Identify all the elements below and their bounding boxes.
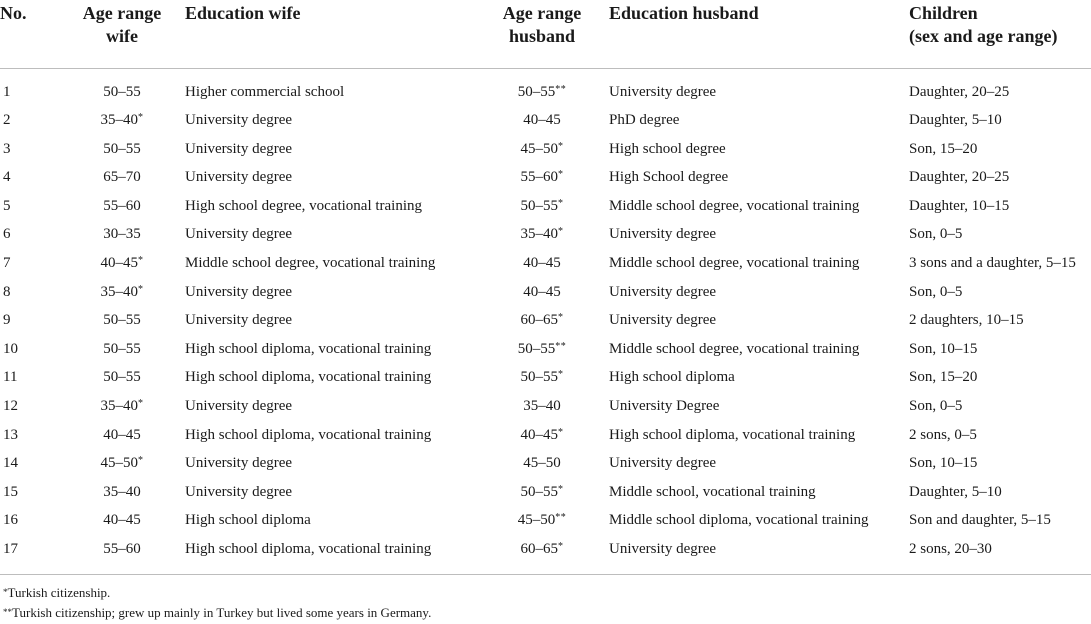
cell-education-wife: [184, 444, 475, 473]
cell-age-husband-text: 40–45: [520, 426, 558, 443]
cell-age-husband: [475, 158, 609, 187]
header-age-husband-line2: husband: [508, 26, 576, 46]
citizenship-mark: *: [138, 283, 144, 295]
cell-children: [909, 358, 1091, 387]
cell-age-wife: [60, 358, 184, 387]
cell-education-wife-text: University degree: [185, 169, 293, 186]
table-row: [0, 444, 1091, 473]
cell-age-wife: [60, 301, 184, 330]
cell-age-wife: [60, 101, 184, 130]
cell-education-husband-text: University degree: [609, 455, 717, 472]
cell-children-text: 2 sons, 0–5: [909, 426, 977, 443]
table-row: [0, 329, 1091, 358]
cell-education-husband-text: Middle school degree, vocational training: [609, 255, 860, 272]
cell-no: [0, 472, 60, 501]
cell-education-wife-text: University degree: [185, 483, 293, 500]
cell-age-wife-text: 40–45: [103, 512, 141, 529]
citizenship-mark: *: [558, 541, 564, 552]
cell-age-husband-text: 50–55: [520, 483, 558, 500]
cell-no: [0, 158, 60, 187]
cell-children: [909, 529, 1091, 558]
cell-education-wife-text: High school diploma, vocational training: [185, 541, 432, 557]
cell-age-wife: [60, 386, 184, 415]
table-row: [0, 101, 1091, 130]
cell-education-wife: [184, 358, 475, 387]
table-row: [0, 501, 1091, 530]
cell-no-text: 12: [3, 398, 18, 415]
cell-education-wife: [184, 215, 475, 244]
citizenship-mark: **: [555, 340, 567, 352]
cell-education-wife-text: University degree: [185, 112, 293, 129]
cell-children-text: Son, 15–20: [909, 369, 978, 386]
table-row: [0, 215, 1091, 244]
table-row: [0, 68, 1091, 101]
cell-education-husband-text: Middle school diploma, vocational training: [609, 512, 869, 529]
cell-age-wife: [60, 243, 184, 272]
cell-education-wife-text: University degree: [185, 140, 293, 157]
cell-children-text: Daughter, 5–10: [909, 112, 1002, 129]
cell-age-husband-text: 40–45: [523, 283, 561, 300]
header-education-husband: [609, 0, 909, 68]
cell-education-husband: [609, 101, 909, 130]
header-education-wife: [184, 0, 475, 68]
footnote-mark: *: [3, 587, 8, 597]
cell-age-husband: [475, 272, 609, 301]
cell-children-text: 2 sons, 20–30: [909, 541, 992, 557]
cell-no-text: 13: [3, 426, 18, 443]
table-row: [0, 386, 1091, 415]
cell-no: [0, 529, 60, 558]
cell-education-husband: [609, 358, 909, 387]
cell-education-wife: [184, 158, 475, 187]
cell-no-text: 5: [3, 197, 11, 214]
cell-no: [0, 186, 60, 215]
table-row: [0, 358, 1091, 387]
cell-education-wife: [184, 101, 475, 130]
cell-education-wife: [184, 186, 475, 215]
cell-education-husband: [609, 329, 909, 358]
cell-education-husband-text: High school degree: [609, 140, 726, 157]
cell-age-husband: [475, 529, 609, 558]
cell-education-husband-text: University degree: [609, 83, 717, 100]
cell-age-husband: [475, 101, 609, 130]
cell-age-wife: [60, 501, 184, 530]
cell-no: [0, 301, 60, 330]
citizenship-mark: *: [138, 255, 144, 267]
cell-age-wife: [60, 272, 184, 301]
cell-education-wife-text: University degree: [185, 226, 293, 243]
cell-children-text: Son, 15–20: [909, 140, 978, 157]
cell-education-wife-text: High school diploma, vocational training: [185, 426, 432, 443]
cell-age-wife-text: 40–45: [103, 426, 141, 443]
cell-children: [909, 101, 1091, 130]
cell-age-husband-text: 50–55: [520, 197, 558, 214]
cell-children: [909, 68, 1091, 101]
cell-age-husband-text: 45–50: [520, 140, 558, 157]
cell-education-husband-text: University degree: [609, 312, 717, 329]
cell-no-text: 17: [3, 541, 18, 557]
cell-no-text: 9: [3, 312, 11, 329]
cell-age-husband: [475, 215, 609, 244]
cell-age-wife: [60, 444, 184, 473]
cell-children-text: Son and daughter, 5–15: [909, 512, 1051, 529]
cell-age-husband: [475, 243, 609, 272]
header-age-wife-line1: Age range: [82, 3, 162, 23]
cell-education-wife: [184, 243, 475, 272]
cell-education-wife: [184, 129, 475, 158]
cell-education-husband: [609, 68, 909, 101]
cell-education-wife-text: Higher commercial school: [185, 83, 345, 100]
header-age-wife: [60, 0, 184, 68]
cell-age-wife-text: 50–55: [103, 312, 141, 329]
cell-age-husband-text: 50–55: [520, 369, 558, 386]
cell-no: [0, 386, 60, 415]
cell-education-husband: [609, 472, 909, 501]
cell-education-wife: [184, 386, 475, 415]
cell-education-husband: [609, 272, 909, 301]
cell-no: [0, 215, 60, 244]
cell-age-husband: [475, 129, 609, 158]
cell-age-husband: [475, 472, 609, 501]
cell-age-husband-text: 35–40: [523, 398, 561, 415]
cell-age-husband: [475, 386, 609, 415]
cell-age-wife-text: 55–60: [103, 541, 141, 557]
cell-education-husband: [609, 129, 909, 158]
cell-education-husband: [609, 444, 909, 473]
cell-education-wife: [184, 272, 475, 301]
table-row: [0, 272, 1091, 301]
header-children-line2: (sex and age range): [909, 26, 1058, 46]
cell-children-text: Daughter, 20–25: [909, 83, 1010, 100]
cell-children-text: Son, 0–5: [909, 283, 963, 300]
cell-no-text: 3: [3, 140, 11, 157]
cell-age-husband: [475, 415, 609, 444]
cell-education-wife: [184, 415, 475, 444]
cell-children-text: Son, 10–15: [909, 455, 978, 472]
citizenship-mark: *: [558, 197, 564, 209]
cell-age-wife: [60, 472, 184, 501]
header-age-husband: [475, 0, 609, 68]
cell-no: [0, 243, 60, 272]
cell-no: [0, 444, 60, 473]
cell-age-husband-text: 50–55: [517, 83, 556, 100]
cell-age-husband: [475, 444, 609, 473]
table-body: [0, 68, 1091, 558]
cell-children: [909, 243, 1091, 272]
cell-education-wife-text: University degree: [185, 398, 293, 415]
cell-age-wife: [60, 129, 184, 158]
cell-children: [909, 301, 1091, 330]
citizenship-mark: *: [558, 426, 564, 438]
cell-age-husband: [475, 329, 609, 358]
header-row: [0, 0, 1091, 68]
cell-education-wife-text: University degree: [185, 455, 293, 472]
citizenship-mark: *: [558, 483, 564, 495]
cell-age-wife-text: 35–40: [100, 283, 138, 300]
cell-education-husband: [609, 501, 909, 530]
header-no: [0, 0, 60, 68]
cell-education-wife-text: High school diploma: [185, 512, 311, 529]
cell-education-husband-text: University degree: [609, 226, 717, 243]
cell-education-wife: [184, 329, 475, 358]
cell-age-wife-text: 50–55: [103, 83, 141, 100]
cell-age-husband: [475, 501, 609, 530]
table-bottom-rule: [0, 574, 1091, 575]
cell-children: [909, 415, 1091, 444]
cell-education-husband-text: High School degree: [609, 169, 729, 186]
cell-children-text: 2 daughters, 10–15: [909, 312, 1024, 329]
cell-education-wife-text: University degree: [185, 312, 293, 329]
cell-age-wife-text: 50–55: [103, 369, 141, 386]
cell-age-wife: [60, 68, 184, 101]
cell-education-wife-text: High school degree, vocational training: [185, 197, 423, 214]
cell-no: [0, 329, 60, 358]
cell-children: [909, 215, 1091, 244]
cell-education-wife: [184, 68, 475, 101]
cell-education-husband: [609, 415, 909, 444]
cell-children: [909, 186, 1091, 215]
cell-education-husband-text: Middle school degree, vocational training: [609, 197, 860, 214]
cell-no-text: 15: [3, 483, 18, 500]
cell-no: [0, 415, 60, 444]
cell-age-wife-text: 35–40: [100, 398, 138, 415]
cell-age-husband-text: 55–60: [520, 169, 558, 186]
table-header: [0, 0, 1091, 68]
table-row: [0, 529, 1091, 558]
cell-education-husband-text: University degree: [609, 541, 717, 557]
cell-no: [0, 272, 60, 301]
cell-age-wife-text: 50–55: [103, 140, 141, 157]
cell-no-text: 14: [3, 455, 18, 472]
cell-children: [909, 329, 1091, 358]
citizenship-mark: *: [138, 398, 144, 410]
cell-age-wife-text: 40–45: [100, 255, 138, 272]
cell-no-text: 10: [3, 340, 18, 357]
cell-age-wife-text: 35–40: [103, 483, 141, 500]
cell-education-husband: [609, 386, 909, 415]
header-children: [909, 0, 1091, 68]
cell-education-husband-text: High school diploma, vocational training: [609, 426, 856, 443]
cell-age-wife-text: 50–55: [103, 340, 141, 357]
citizenship-mark: **: [555, 512, 567, 524]
cell-education-husband-text: University degree: [609, 283, 717, 300]
cell-age-husband: [475, 186, 609, 215]
cell-age-wife-text: 65–70: [103, 169, 141, 186]
cell-age-wife: [60, 529, 184, 558]
cell-education-husband: [609, 301, 909, 330]
citizenship-mark: *: [558, 226, 564, 238]
cell-children-text: Son, 0–5: [909, 226, 963, 243]
cell-education-wife-text: Middle school degree, vocational training: [185, 255, 436, 272]
footnote-text: Turkish citizenship; grew up mainly in Turkey but lived some years in Germany.: [12, 605, 432, 620]
header-education-husband-text: Education husband: [609, 3, 759, 23]
cell-children: [909, 272, 1091, 301]
cell-education-husband: [609, 215, 909, 244]
table-row: [0, 186, 1091, 215]
cell-children-text: Daughter, 10–15: [909, 197, 1010, 214]
cell-children-text: Son, 0–5: [909, 398, 963, 415]
cell-age-wife: [60, 415, 184, 444]
cell-education-wife-text: University degree: [185, 283, 293, 300]
cell-education-wife: [184, 501, 475, 530]
cell-age-wife-text: 30–35: [103, 226, 141, 243]
cell-age-husband-text: 50–55: [517, 340, 556, 357]
cell-education-husband: [609, 186, 909, 215]
cell-age-wife-text: 45–50: [100, 455, 138, 472]
citizenship-mark: *: [558, 169, 564, 181]
header-children-line1: Children: [909, 3, 978, 23]
cell-children: [909, 158, 1091, 187]
cell-education-wife: [184, 301, 475, 330]
citizenship-mark: *: [558, 140, 564, 152]
header-education-wife-text: Education wife: [185, 3, 301, 23]
cell-education-husband: [609, 529, 909, 558]
cell-education-husband-text: PhD degree: [609, 112, 680, 129]
cell-education-husband-text: High school diploma: [609, 369, 735, 386]
cell-children-text: Daughter, 5–10: [909, 483, 1002, 500]
header-age-wife-line2: wife: [106, 26, 138, 46]
footnote-double-asterisk: [3, 603, 431, 623]
table-row: [0, 243, 1091, 272]
cell-age-husband-text: 60–65: [520, 312, 558, 329]
cell-age-wife: [60, 329, 184, 358]
cell-education-husband: [609, 158, 909, 187]
cell-education-wife-text: High school diploma, vocational training: [185, 340, 432, 357]
cell-education-wife: [184, 529, 475, 558]
cell-no-text: 16: [3, 512, 18, 529]
cell-age-husband: [475, 301, 609, 330]
cell-no: [0, 129, 60, 158]
cell-no-text: 7: [3, 255, 11, 272]
cell-age-husband-text: 60–65: [520, 541, 558, 557]
cell-no-text: 1: [3, 83, 11, 100]
footnote-mark: **: [3, 607, 12, 617]
table-row: [0, 158, 1091, 187]
cell-age-husband-text: 40–45: [523, 112, 561, 129]
cell-no: [0, 501, 60, 530]
cell-age-husband-text: 40–45: [523, 255, 561, 272]
cell-age-husband-text: 45–50: [523, 455, 561, 472]
table-row: [0, 129, 1091, 158]
cell-children-text: Son, 10–15: [909, 340, 978, 357]
cell-education-wife: [184, 472, 475, 501]
cell-children: [909, 501, 1091, 530]
cell-education-husband-text: Middle school, vocational training: [609, 483, 816, 500]
cell-age-husband-text: 45–50: [517, 512, 556, 529]
cell-no: [0, 68, 60, 101]
cell-children-text: Daughter, 20–25: [909, 169, 1010, 186]
cell-no-text: 4: [3, 169, 11, 186]
cell-age-wife: [60, 186, 184, 215]
cell-education-husband: [609, 243, 909, 272]
citizenship-mark: **: [555, 83, 567, 95]
cell-education-wife-text: High school diploma, vocational training: [185, 369, 432, 386]
cell-age-husband: [475, 358, 609, 387]
cell-age-wife: [60, 215, 184, 244]
cell-no-text: 8: [3, 283, 11, 300]
cell-age-husband-text: 35–40: [520, 226, 558, 243]
footnote-text: Turkish citizenship.: [7, 585, 111, 600]
table-row: [0, 472, 1091, 501]
cell-no-text: 11: [3, 369, 18, 386]
cell-no-text: 6: [3, 226, 11, 243]
citizenship-mark: *: [558, 369, 564, 381]
cell-no: [0, 358, 60, 387]
cell-age-husband: [475, 68, 609, 101]
cell-age-wife: [60, 158, 184, 187]
table-row: [0, 301, 1091, 330]
cell-age-wife-text: 55–60: [103, 197, 141, 214]
cell-no-text: 2: [3, 112, 11, 129]
cell-children-text: 3 sons and a daughter, 5–15: [909, 255, 1076, 272]
table-row: [0, 415, 1091, 444]
cell-children: [909, 129, 1091, 158]
cell-education-husband-text: University Degree: [609, 398, 720, 415]
cell-children: [909, 472, 1091, 501]
citizenship-mark: *: [138, 455, 144, 467]
cell-children: [909, 444, 1091, 473]
cell-education-husband-text: Middle school degree, vocational training: [609, 340, 860, 357]
header-age-husband-line1: Age range: [502, 3, 582, 23]
cell-age-wife-text: 35–40: [100, 112, 138, 129]
cell-no: [0, 101, 60, 130]
citizenship-mark: *: [138, 112, 144, 124]
footnote-single-asterisk: [3, 583, 431, 603]
header-no-text: No.: [0, 3, 27, 23]
cell-children: [909, 386, 1091, 415]
citizenship-mark: *: [558, 312, 564, 324]
table-footnotes: [3, 583, 431, 623]
